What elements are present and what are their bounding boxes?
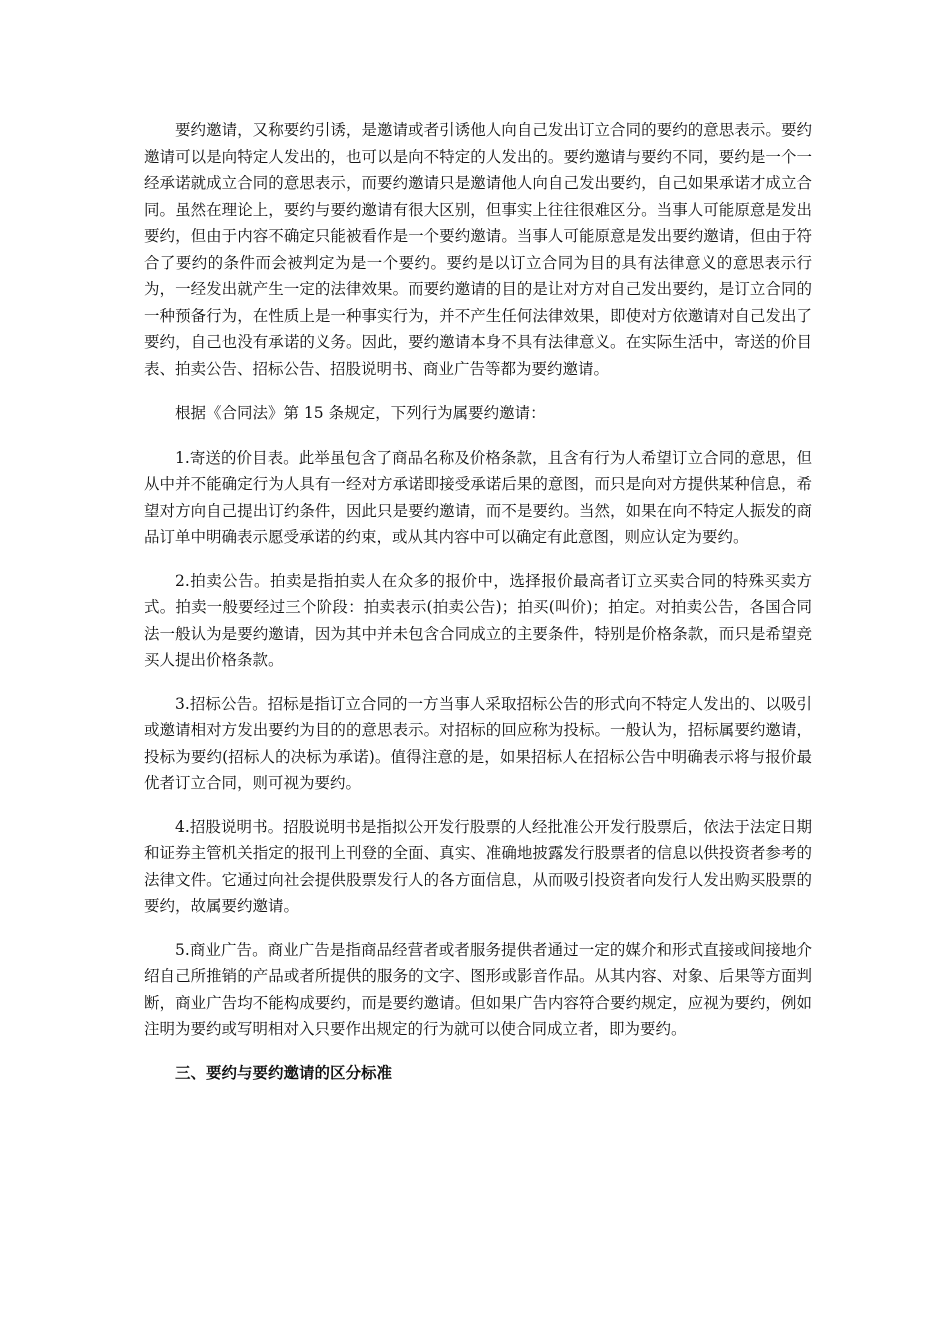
list-item-auction: 2.拍卖公告。拍卖是指拍卖人在众多的报价中，选择报价最高者订立买卖合同的特殊买卖方式。拍卖一般要经过三个阶段：拍卖表示(拍卖公告)；拍买(叫价)；拍定。对拍卖公告，各国合同法一般认为是要约邀请，因为其中并未包含合同成立的主要条件，特别是价格条款，而只是希望竞买人提出价格条款。 (144, 571, 812, 669)
list-item-advertisement: 5.商业广告。商业广告是指商品经营者或者服务提供者通过一定的媒介和形式直接或间接地介绍自己所推销的产品或者所提供的服务的文字、图形或影音作品。从其内容、对象、后果等方面判断，商业广告均不能构成要约，而是要约邀请。但如果广告内容符合要约规定，应视为要约，例如注明为要约或写明相对入只要作出规定的行为就可以使合同成立者，即为要约。 (144, 940, 812, 1038)
list-item-prospectus: 4.招股说明书。招股说明书是指拟公开发行股票的人经批准公开发行股票后，依法于法定日期和证券主管机关指定的报刊上刊登的全面、真实、准确地披露发行股票者的信息以供投资者参考的法律文件。它通过向社会提供股票发行人的各方面信息，从而吸引投资者向发行人发出购买股票的要约，故属要约邀请。 (144, 817, 812, 915)
list-item-tender: 3.招标公告。招标是指订立合同的一方当事人采取招标公告的形式向不特定人发出的、以吸引或邀请相对方发出要约为目的的意思表示。对招标的回应称为投标。一般认为，招标属要约邀请，投标为要约(招标人的决标为承诺)。值得注意的是，如果招标人在招标公告中明确表示将与报价最优者订立合同，则可视为要约。 (144, 694, 812, 792)
paragraph-intro: 根据《合同法》第 15 条规定，下列行为属要约邀请： (175, 404, 546, 422)
paragraph-definition: 要约邀请，又称要约引诱，是邀请或者引诱他人向自己发出订立合同的要约的意思表示。要约邀请可以是向特定人发出的，也可以是向不特定的人发出的。要约邀请与要约不同，要约是一个一经承诺就成立合同的意思表示，而要约邀请只是邀请他人向自己发出要约，自己如果承诺才成立合同。虽然在理论上，要约与要约邀请有很大区别，但事实上往往很难区分。当事人可能原意是发出要约，但由于内容不确定只能被看作是一个要约邀请。当事人可能原意是发出要约邀请，但由于符合了要约的条件而会被判定为是一个要约。要约是以订立合同为目的具有法律意义的意思表示行为，一经发出就产生一定的法律效果。而要约邀请的目的是让对方对自己发出要约，是订立合同的一种预备行为，在性质上是一种事实行为，并不产生任何法律效果，即使对方依邀请对自己发出了要约，自己也没有承诺的义务。因此，要约邀请本身不具有法律意义。在实际生活中，寄送的价目表、拍卖公告、招标公告、招股说明书、商业广告等都为要约邀请。 (144, 121, 812, 378)
section-heading: 三、要约与要约邀请的区分标准 (175, 1063, 393, 1082)
list-item-price-list: 1.寄送的价目表。此举虽包含了商品名称及价格条款，且含有行为人希望订立合同的意思，但从中并不能确定行为人具有一经对方承诺即接受承诺后果的意图，而只是向对方提供某种信息，希望对方向自己提出订约条件，因此只是要约邀请，而不是要约。当然，如果在向不特定人振发的商品订单中明确表示愿受承诺的约束，或从其内容中可以确定有此意图，则应认定为要约。 (144, 448, 812, 546)
document-body (144, 117, 812, 1086)
